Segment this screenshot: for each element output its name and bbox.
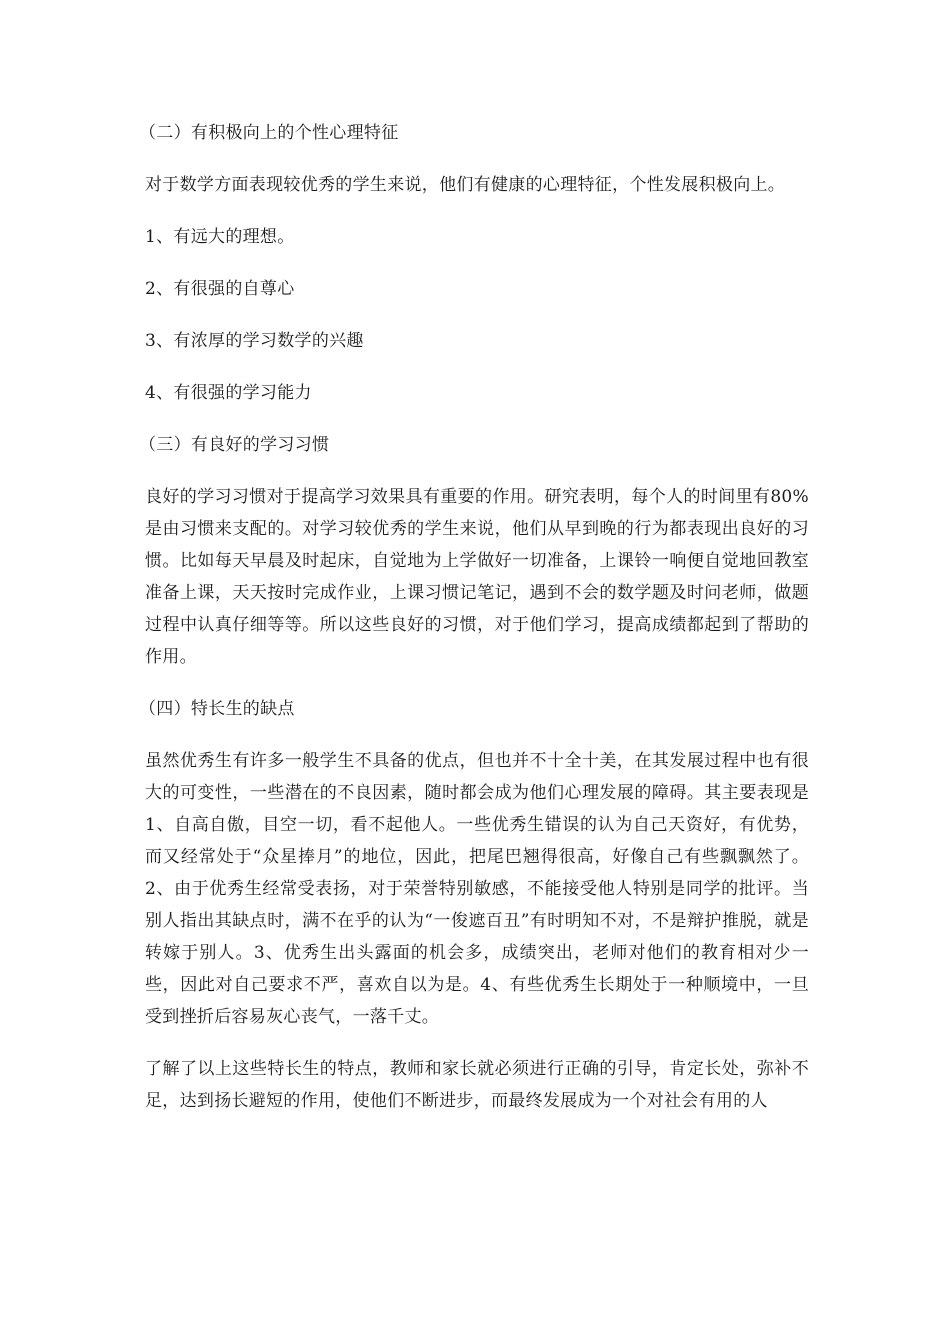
list-item-4: 4、有很强的学习能力: [145, 383, 312, 403]
section-heading-4: （四）特长生的缺点: [139, 699, 295, 719]
list-item-3: 3、有浓厚的学习数学的兴趣: [145, 331, 364, 351]
paragraph-shortcomings: 虽然优秀生有许多一般学生不具备的优点，但也并不十全十美，在其发展过程中也有很大的可变性，一些潜在的不良因素，随时都会成为他们心理发展的障碍。其主要表现是1、自高自傲，目空一切，看不起他人。一些优秀生错误的认为自己天资好，有优势，而又经常处于“众星捧月”的地位，因此，把尾巴翘得很高，好像自己有些飘飘然了。2、由于优秀生经常受表扬，对于荣誉特别敏感，不能接受他人特别是同学的批评。当别人指出其缺点时，满不在乎的认为“一俊遮百丑”有时明知不对，不是辩护推脱，就是转嫁于别人。3、优秀生出头露面的机会多，成绩突出，老师对他们的教育相对少一些，因此对自己要求不严，喜欢自以为是。4、有些优秀生长期处于一种顺境中，一旦受到挫折后容易灰心丧气，一落千丈。: [145, 751, 809, 1027]
document-body: [139, 117, 809, 1117]
list-item-1: 1、有远大的理想。: [145, 227, 295, 247]
list-item-2: 2、有很强的自尊心: [145, 279, 295, 299]
paragraph-conclusion: 了解了以上这些特长生的特点，教师和家长就必须进行正确的引导，肯定长处，弥补不足，达到扬长避短的作用，使他们不断进步，而最终发展成为一个对社会有用的人: [145, 1059, 809, 1111]
paragraph-habits: 良好的学习习惯对于提高学习效果具有重要的作用。研究表明，每个人的时间里有80%是由习惯来支配的。对学习较优秀的学生来说，他们从早到晚的行为都表现出良好的习惯。比如每天早晨及时起床，自觉地为上学做好一切准备，上课铃一响便自觉地回教室准备上课，天天按时完成作业，上课习惯记笔记，遇到不会的数学题及时问老师，做题过程中认真仔细等等。所以这些良好的习惯，对于他们学习，提高成绩都起到了帮助的作用。: [145, 487, 809, 667]
section-heading-2: （二）有积极向上的个性心理特征: [139, 123, 399, 143]
paragraph-intro: 对于数学方面表现较优秀的学生来说，他们有健康的心理特征，个性发展积极向上。: [145, 175, 786, 195]
section-heading-3: （三）有良好的学习习惯: [139, 435, 330, 455]
